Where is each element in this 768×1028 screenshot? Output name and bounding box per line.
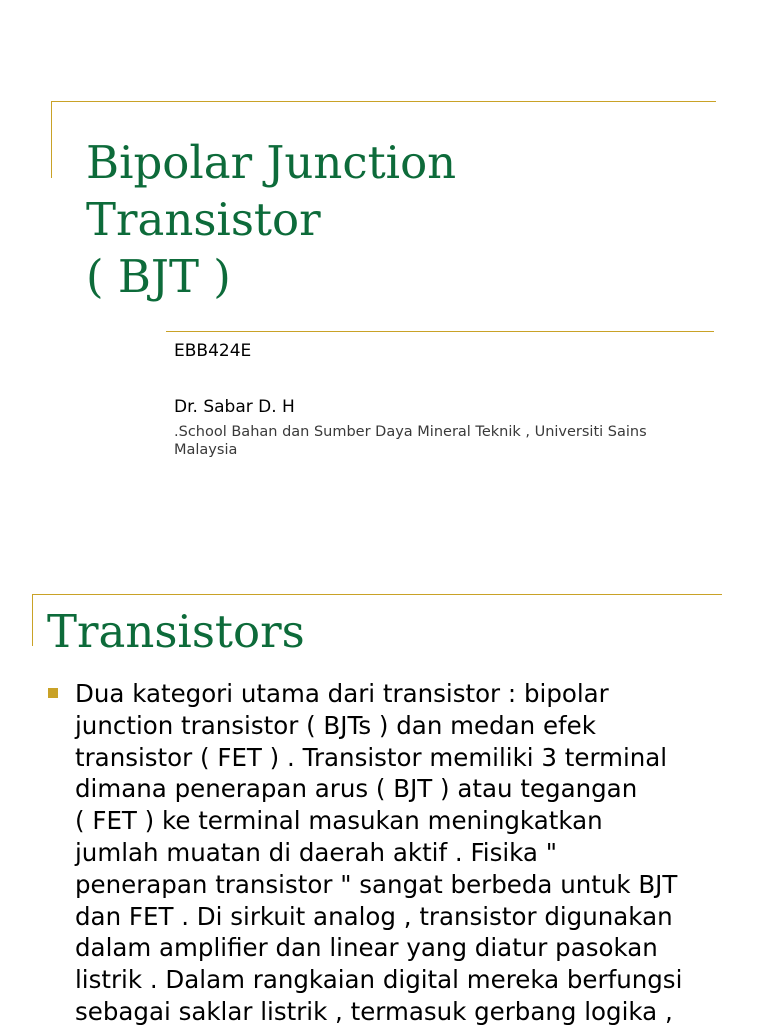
subtitle-rule xyxy=(166,331,714,332)
bullet-line: listrik . Dalam rangkaian digital mereka berfungsi xyxy=(75,965,683,995)
bullet-square-icon xyxy=(48,688,58,698)
bullet-text xyxy=(75,678,738,1028)
affiliation-line: Malaysia xyxy=(174,442,238,458)
affiliation-line: .School Bahan dan Sumber Daya Mineral Teknik , Universiti Sains xyxy=(174,424,647,440)
affiliation xyxy=(174,423,694,459)
title-top-rule xyxy=(51,101,716,102)
bullet-line: Dua kategori utama dari transistor : bipolar xyxy=(75,679,609,708)
course-code: EBB424E xyxy=(174,341,252,361)
bullet-line: ( FET ) ke terminal masukan meningkatkan xyxy=(75,806,603,836)
bullet-line: dalam amplifier dan linear yang diatur pasokan xyxy=(75,933,658,963)
slide-title-line: ( BJT ) xyxy=(86,250,231,303)
bullet-item xyxy=(48,678,738,1028)
bullet-line: dimana penerapan arus ( BJT ) atau tegangan xyxy=(75,774,638,804)
bullet-line: sebagai saklar listrik , termasuk gerbang logika , xyxy=(75,996,673,1026)
slide-title-line: Transistor xyxy=(86,193,321,246)
author-name: Dr. Sabar D. H xyxy=(174,397,295,417)
title-left-rule xyxy=(51,101,52,178)
bullet-line: penerapan transistor " sangat berbeda untuk BJT xyxy=(75,869,678,899)
content-slide xyxy=(0,560,768,1024)
bullet-line: jumlah muatan di daerah aktif . Fisika " xyxy=(75,837,557,867)
content-left-rule xyxy=(32,594,33,646)
bullet-line: transistor ( FET ) . Transistor memiliki 3 terminal xyxy=(75,742,668,772)
slide-title xyxy=(86,134,456,305)
bullet-line: dan FET . Di sirkuit analog , transistor digunakan xyxy=(75,901,673,931)
content-top-rule xyxy=(32,594,722,595)
slide-title-line: Bipolar Junction xyxy=(86,136,457,189)
bullet-line: junction transistor ( BJTs ) dan medan efek xyxy=(75,710,596,740)
content-title: Transistors xyxy=(47,605,305,658)
